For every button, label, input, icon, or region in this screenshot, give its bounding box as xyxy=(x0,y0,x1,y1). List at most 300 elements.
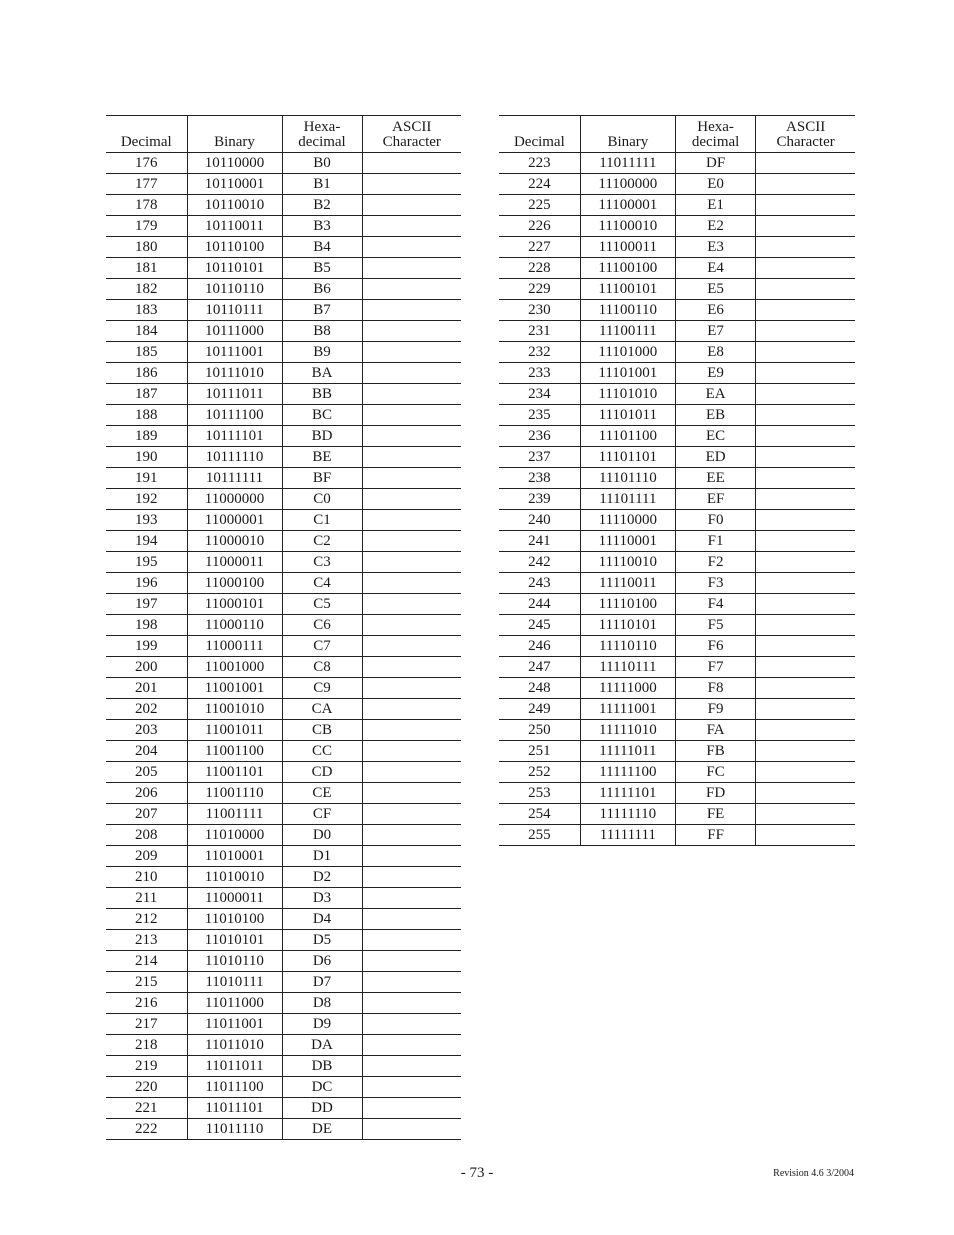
decimal-cell: 234 xyxy=(499,384,580,405)
binary-cell: 11110111 xyxy=(580,657,675,678)
hex-cell: DB xyxy=(282,1056,362,1077)
hex-cell: F0 xyxy=(675,510,755,531)
binary-cell: 11010001 xyxy=(187,846,282,867)
decimal-cell: 191 xyxy=(106,468,187,489)
table-row xyxy=(106,447,461,468)
decimal-cell: 223 xyxy=(499,153,580,174)
table-row xyxy=(106,1098,461,1119)
hex-cell: C6 xyxy=(282,615,362,636)
ascii-character-cell xyxy=(362,825,461,846)
ascii-character-cell xyxy=(756,384,855,405)
binary-cell: 11100100 xyxy=(580,258,675,279)
decimal-cell: 214 xyxy=(106,951,187,972)
ascii-character-cell xyxy=(362,237,461,258)
table-row xyxy=(106,846,461,867)
ascii-character-cell xyxy=(362,867,461,888)
ascii-character-cell xyxy=(756,237,855,258)
ascii-character-cell xyxy=(756,762,855,783)
table-row xyxy=(106,1056,461,1077)
decimal-cell: 245 xyxy=(499,615,580,636)
binary-cell: 11011101 xyxy=(187,1098,282,1119)
decimal-cell: 205 xyxy=(106,762,187,783)
table-row xyxy=(499,510,855,531)
table-row xyxy=(106,405,461,426)
table-row xyxy=(106,867,461,888)
hex-cell: F8 xyxy=(675,678,755,699)
table-row xyxy=(106,1077,461,1098)
decimal-cell: 219 xyxy=(106,1056,187,1077)
ascii-character-cell xyxy=(362,804,461,825)
ascii-character-cell xyxy=(756,531,855,552)
binary-cell: 11110001 xyxy=(580,531,675,552)
decimal-cell: 204 xyxy=(106,741,187,762)
table-header-row xyxy=(499,116,855,153)
decimal-cell: 179 xyxy=(106,216,187,237)
binary-cell: 10111110 xyxy=(187,447,282,468)
hex-cell: C7 xyxy=(282,636,362,657)
decimal-cell: 178 xyxy=(106,195,187,216)
table-row xyxy=(106,426,461,447)
ascii-character-cell xyxy=(756,342,855,363)
ascii-character-cell xyxy=(362,951,461,972)
table-row xyxy=(499,447,855,468)
ascii-character-cell xyxy=(756,300,855,321)
table-row xyxy=(499,699,855,720)
hex-cell: DF xyxy=(675,153,755,174)
ascii-character-cell xyxy=(362,930,461,951)
decimal-cell: 242 xyxy=(499,552,580,573)
hex-cell: D0 xyxy=(282,825,362,846)
ascii-character-cell xyxy=(756,258,855,279)
ascii-character-header: ASCII Character xyxy=(362,116,461,153)
binary-cell: 11000111 xyxy=(187,636,282,657)
table-row xyxy=(106,951,461,972)
ascii-character-cell xyxy=(362,1119,461,1140)
decimal-cell: 251 xyxy=(499,741,580,762)
decimal-cell: 215 xyxy=(106,972,187,993)
decimal-cell: 208 xyxy=(106,825,187,846)
decimal-cell: 180 xyxy=(106,237,187,258)
ascii-character-cell xyxy=(362,888,461,909)
ascii-character-cell xyxy=(362,1098,461,1119)
binary-cell: 10111010 xyxy=(187,363,282,384)
decimal-cell: 176 xyxy=(106,153,187,174)
binary-header: Binary xyxy=(187,116,282,153)
table-row xyxy=(106,888,461,909)
hex-cell: D5 xyxy=(282,930,362,951)
binary-cell: 11000001 xyxy=(187,510,282,531)
binary-cell: 11110110 xyxy=(580,636,675,657)
ascii-character-cell xyxy=(756,552,855,573)
hex-cell: BD xyxy=(282,426,362,447)
binary-cell: 11000101 xyxy=(187,594,282,615)
decimal-cell: 239 xyxy=(499,489,580,510)
decimal-cell: 232 xyxy=(499,342,580,363)
hex-cell: DA xyxy=(282,1035,362,1056)
table-body-right xyxy=(499,153,855,846)
table-row xyxy=(106,216,461,237)
hex-cell: D8 xyxy=(282,993,362,1014)
ascii-character-cell xyxy=(756,405,855,426)
table-row xyxy=(499,195,855,216)
table-row xyxy=(499,720,855,741)
hex-cell: E1 xyxy=(675,195,755,216)
decimal-cell: 198 xyxy=(106,615,187,636)
ascii-character-cell xyxy=(362,342,461,363)
table-row xyxy=(499,657,855,678)
binary-cell: 11111101 xyxy=(580,783,675,804)
hex-cell: BB xyxy=(282,384,362,405)
ascii-character-cell xyxy=(362,510,461,531)
table-row xyxy=(106,636,461,657)
binary-cell: 10111011 xyxy=(187,384,282,405)
binary-cell: 11000100 xyxy=(187,573,282,594)
hex-cell: BA xyxy=(282,363,362,384)
table-row xyxy=(106,1014,461,1035)
binary-cell: 11010000 xyxy=(187,825,282,846)
ascii-character-cell xyxy=(362,426,461,447)
binary-cell: 10110000 xyxy=(187,153,282,174)
hex-cell: EA xyxy=(675,384,755,405)
ascii-character-cell xyxy=(362,489,461,510)
table-row xyxy=(499,363,855,384)
hex-cell: F6 xyxy=(675,636,755,657)
table-row xyxy=(106,174,461,195)
hex-cell: CD xyxy=(282,762,362,783)
binary-cell: 11100101 xyxy=(580,279,675,300)
decimal-cell: 200 xyxy=(106,657,187,678)
decimal-cell: 189 xyxy=(106,426,187,447)
table-row xyxy=(499,636,855,657)
decimal-cell: 192 xyxy=(106,489,187,510)
binary-cell: 10110011 xyxy=(187,216,282,237)
hex-cell: CE xyxy=(282,783,362,804)
binary-cell: 11111110 xyxy=(580,804,675,825)
hex-cell: B4 xyxy=(282,237,362,258)
ascii-character-cell xyxy=(362,1056,461,1077)
table-row xyxy=(499,300,855,321)
hex-cell: E7 xyxy=(675,321,755,342)
decimal-cell: 247 xyxy=(499,657,580,678)
decimal-cell: 250 xyxy=(499,720,580,741)
binary-cell: 11011110 xyxy=(187,1119,282,1140)
table-row xyxy=(106,804,461,825)
decimal-cell: 246 xyxy=(499,636,580,657)
decimal-cell: 235 xyxy=(499,405,580,426)
ascii-character-cell xyxy=(362,216,461,237)
binary-cell: 10110100 xyxy=(187,237,282,258)
table-row xyxy=(499,384,855,405)
hex-cell: ED xyxy=(675,447,755,468)
binary-cell: 11011000 xyxy=(187,993,282,1014)
decimal-cell: 202 xyxy=(106,699,187,720)
ascii-character-cell xyxy=(756,279,855,300)
decimal-cell: 210 xyxy=(106,867,187,888)
decimal-cell: 194 xyxy=(106,531,187,552)
revision-label: Revision 4.6 3/2004 xyxy=(773,1168,854,1179)
decimal-cell: 233 xyxy=(499,363,580,384)
binary-cell: 11100111 xyxy=(580,321,675,342)
decimal-cell: 195 xyxy=(106,552,187,573)
ascii-character-cell xyxy=(362,636,461,657)
decimal-cell: 255 xyxy=(499,825,580,846)
ascii-character-cell xyxy=(362,846,461,867)
binary-cell: 11011011 xyxy=(187,1056,282,1077)
binary-cell: 11011010 xyxy=(187,1035,282,1056)
binary-cell: 10110111 xyxy=(187,300,282,321)
binary-cell: 11010010 xyxy=(187,867,282,888)
hex-cell: F2 xyxy=(675,552,755,573)
ascii-character-cell xyxy=(362,174,461,195)
table-row xyxy=(499,405,855,426)
ascii-character-cell xyxy=(756,825,855,846)
hex-cell: BE xyxy=(282,447,362,468)
hex-cell: C4 xyxy=(282,573,362,594)
decimal-cell: 197 xyxy=(106,594,187,615)
ascii-character-cell xyxy=(362,384,461,405)
binary-cell: 11001101 xyxy=(187,762,282,783)
binary-cell: 10111000 xyxy=(187,321,282,342)
ascii-character-cell xyxy=(756,363,855,384)
binary-cell: 11101111 xyxy=(580,489,675,510)
binary-cell: 11001000 xyxy=(187,657,282,678)
hex-cell: EE xyxy=(675,468,755,489)
decimal-header: Decimal xyxy=(499,116,580,153)
table-row xyxy=(499,825,855,846)
table-row xyxy=(499,678,855,699)
binary-cell: 11101101 xyxy=(580,447,675,468)
binary-cell: 11110010 xyxy=(580,552,675,573)
binary-cell: 10110110 xyxy=(187,279,282,300)
ascii-character-cell xyxy=(756,804,855,825)
binary-cell: 10111001 xyxy=(187,342,282,363)
binary-cell: 11111111 xyxy=(580,825,675,846)
table-body-left xyxy=(106,153,461,1140)
decimal-cell: 220 xyxy=(106,1077,187,1098)
binary-cell: 11001011 xyxy=(187,720,282,741)
binary-cell: 10110101 xyxy=(187,258,282,279)
ascii-character-cell xyxy=(756,783,855,804)
hex-cell: E9 xyxy=(675,363,755,384)
decimal-cell: 243 xyxy=(499,573,580,594)
decimal-cell: 188 xyxy=(106,405,187,426)
hex-cell: E3 xyxy=(675,237,755,258)
hex-cell: FE xyxy=(675,804,755,825)
hex-cell: F5 xyxy=(675,615,755,636)
decimal-cell: 237 xyxy=(499,447,580,468)
hex-cell: F9 xyxy=(675,699,755,720)
ascii-character-cell xyxy=(756,615,855,636)
hex-cell: FF xyxy=(675,825,755,846)
binary-cell: 11011111 xyxy=(580,153,675,174)
ascii-character-cell xyxy=(362,741,461,762)
ascii-character-cell xyxy=(362,762,461,783)
table-row xyxy=(106,594,461,615)
decimal-cell: 216 xyxy=(106,993,187,1014)
ascii-character-cell xyxy=(362,678,461,699)
ascii-character-cell xyxy=(362,1035,461,1056)
ascii-character-cell xyxy=(756,741,855,762)
decimal-cell: 181 xyxy=(106,258,187,279)
ascii-character-cell xyxy=(756,447,855,468)
table-row xyxy=(499,531,855,552)
table-row xyxy=(499,153,855,174)
hex-cell: D3 xyxy=(282,888,362,909)
hex-cell: F1 xyxy=(675,531,755,552)
decimal-cell: 201 xyxy=(106,678,187,699)
hex-cell: D1 xyxy=(282,846,362,867)
table-row xyxy=(499,321,855,342)
binary-cell: 11101100 xyxy=(580,426,675,447)
table-row xyxy=(106,783,461,804)
ascii-character-cell xyxy=(362,468,461,489)
binary-cell: 11000010 xyxy=(187,531,282,552)
binary-cell: 11100110 xyxy=(580,300,675,321)
hex-cell: B0 xyxy=(282,153,362,174)
ascii-character-cell xyxy=(756,678,855,699)
ascii-table-left xyxy=(106,115,461,1140)
table-row xyxy=(106,510,461,531)
hex-cell: E0 xyxy=(675,174,755,195)
hex-cell: B7 xyxy=(282,300,362,321)
binary-cell: 11100001 xyxy=(580,195,675,216)
table-row xyxy=(499,342,855,363)
binary-cell: 11111011 xyxy=(580,741,675,762)
hex-cell: B9 xyxy=(282,342,362,363)
binary-cell: 10111100 xyxy=(187,405,282,426)
hex-cell: B8 xyxy=(282,321,362,342)
table-row xyxy=(106,573,461,594)
ascii-character-cell xyxy=(756,321,855,342)
hex-cell: DC xyxy=(282,1077,362,1098)
decimal-cell: 241 xyxy=(499,531,580,552)
binary-cell: 11010100 xyxy=(187,909,282,930)
table-row xyxy=(106,825,461,846)
table-row xyxy=(499,615,855,636)
decimal-cell: 207 xyxy=(106,804,187,825)
table-row xyxy=(106,657,461,678)
hex-cell: C0 xyxy=(282,489,362,510)
table-row xyxy=(106,153,461,174)
table-row xyxy=(106,531,461,552)
ascii-character-cell xyxy=(362,405,461,426)
table-row xyxy=(499,279,855,300)
decimal-cell: 187 xyxy=(106,384,187,405)
table-row xyxy=(106,762,461,783)
table-row xyxy=(499,804,855,825)
hex-cell: F4 xyxy=(675,594,755,615)
hex-cell: FD xyxy=(675,783,755,804)
ascii-character-cell xyxy=(362,783,461,804)
decimal-cell: 206 xyxy=(106,783,187,804)
table-row xyxy=(106,258,461,279)
binary-cell: 10111111 xyxy=(187,468,282,489)
binary-cell: 11111010 xyxy=(580,720,675,741)
hex-cell: C9 xyxy=(282,678,362,699)
ascii-character-cell xyxy=(756,699,855,720)
binary-cell: 11001100 xyxy=(187,741,282,762)
hex-cell: B2 xyxy=(282,195,362,216)
hexadecimal-header: Hexa- decimal xyxy=(675,116,755,153)
table-header-row xyxy=(106,116,461,153)
table-row xyxy=(106,1035,461,1056)
table-row xyxy=(106,489,461,510)
table-row xyxy=(106,195,461,216)
table-row xyxy=(106,384,461,405)
decimal-cell: 186 xyxy=(106,363,187,384)
decimal-cell: 221 xyxy=(106,1098,187,1119)
ascii-character-cell xyxy=(756,426,855,447)
table-row xyxy=(499,468,855,489)
ascii-character-cell xyxy=(756,720,855,741)
hex-cell: B1 xyxy=(282,174,362,195)
hex-cell: EB xyxy=(675,405,755,426)
decimal-cell: 254 xyxy=(499,804,580,825)
hex-cell: E8 xyxy=(675,342,755,363)
binary-cell: 11101001 xyxy=(580,363,675,384)
hex-cell: F7 xyxy=(675,657,755,678)
binary-cell: 11000110 xyxy=(187,615,282,636)
table-row xyxy=(106,678,461,699)
hex-cell: CC xyxy=(282,741,362,762)
binary-cell: 11110000 xyxy=(580,510,675,531)
decimal-cell: 226 xyxy=(499,216,580,237)
binary-cell: 11000011 xyxy=(187,552,282,573)
table-row xyxy=(106,909,461,930)
hex-cell: C1 xyxy=(282,510,362,531)
hex-cell: C3 xyxy=(282,552,362,573)
table-row xyxy=(106,321,461,342)
decimal-cell: 218 xyxy=(106,1035,187,1056)
decimal-cell: 211 xyxy=(106,888,187,909)
decimal-cell: 212 xyxy=(106,909,187,930)
binary-cell: 11100000 xyxy=(580,174,675,195)
hex-cell: E5 xyxy=(675,279,755,300)
decimal-cell: 238 xyxy=(499,468,580,489)
decimal-cell: 228 xyxy=(499,258,580,279)
table-row xyxy=(106,1119,461,1140)
table-row xyxy=(106,972,461,993)
ascii-character-cell xyxy=(756,594,855,615)
binary-cell: 11001010 xyxy=(187,699,282,720)
table-row xyxy=(499,258,855,279)
hex-cell: BC xyxy=(282,405,362,426)
decimal-cell: 225 xyxy=(499,195,580,216)
binary-cell: 10111101 xyxy=(187,426,282,447)
decimal-cell: 199 xyxy=(106,636,187,657)
binary-cell: 11000000 xyxy=(187,489,282,510)
hex-cell: CA xyxy=(282,699,362,720)
ascii-character-cell xyxy=(756,195,855,216)
decimal-cell: 227 xyxy=(499,237,580,258)
ascii-character-cell xyxy=(362,594,461,615)
binary-cell: 11011100 xyxy=(187,1077,282,1098)
binary-cell: 10110010 xyxy=(187,195,282,216)
table-row xyxy=(106,930,461,951)
hex-cell: C2 xyxy=(282,531,362,552)
ascii-character-cell xyxy=(362,720,461,741)
hex-cell: B6 xyxy=(282,279,362,300)
hex-cell: CF xyxy=(282,804,362,825)
hex-cell: B5 xyxy=(282,258,362,279)
ascii-character-cell xyxy=(362,1077,461,1098)
binary-cell: 11111001 xyxy=(580,699,675,720)
table-row xyxy=(106,741,461,762)
binary-cell: 11010101 xyxy=(187,930,282,951)
decimal-cell: 240 xyxy=(499,510,580,531)
table-row xyxy=(499,552,855,573)
table-row xyxy=(106,237,461,258)
